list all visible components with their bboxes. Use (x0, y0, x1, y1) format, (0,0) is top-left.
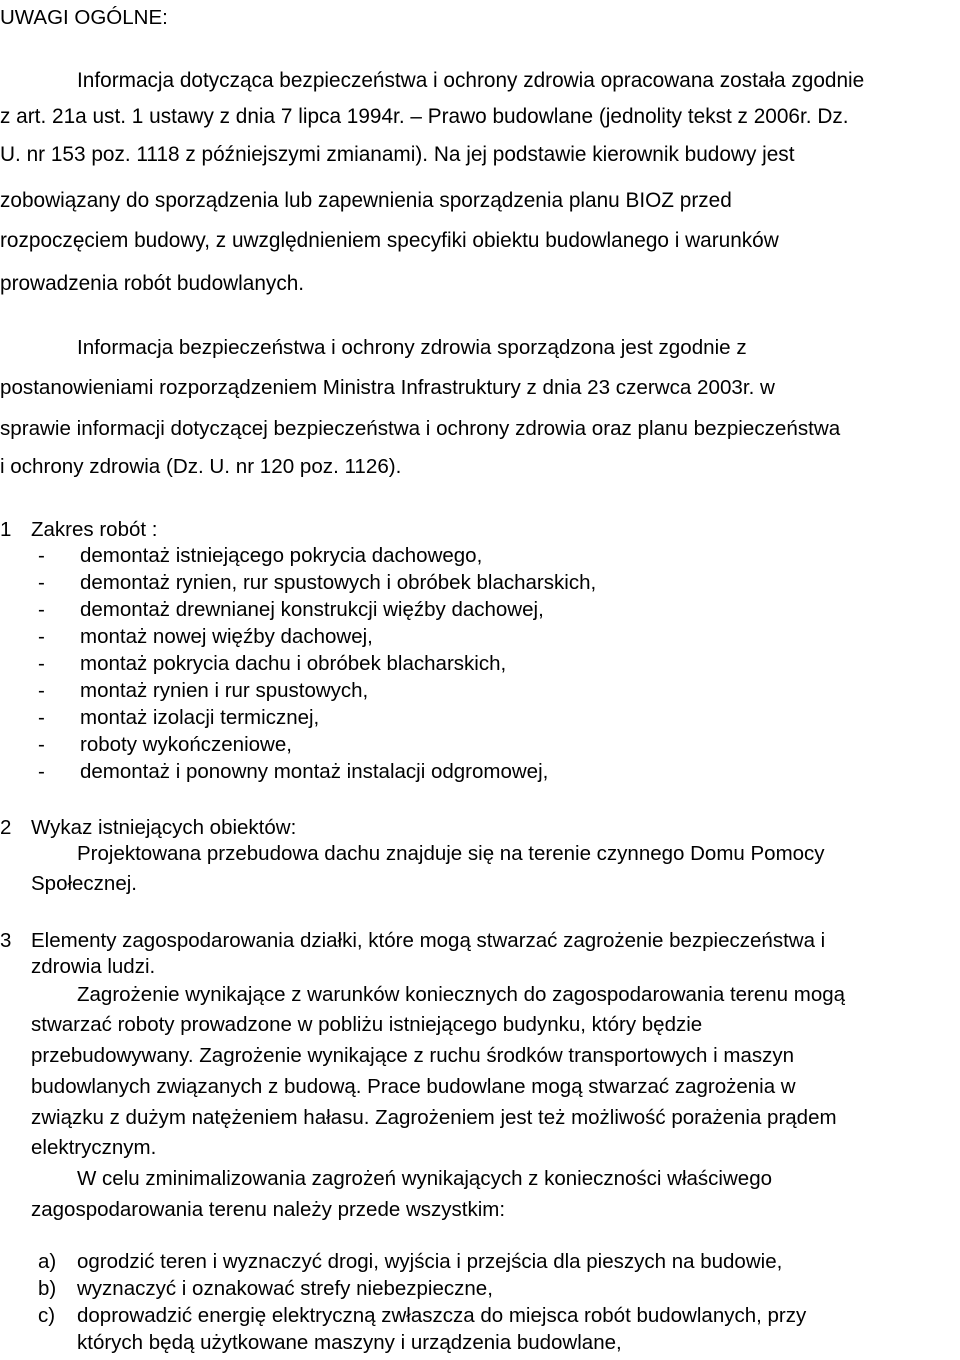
list-marker: - (38, 652, 45, 675)
list-marker: c) (38, 1304, 56, 1327)
document-heading: UWAGI OGÓLNE: (0, 6, 168, 29)
intro-line: z art. 21a ust. 1 ustawy z dnia 7 lipca 1994r. – Prawo budowlane (jednolity tekst z 2006r. Dz. (0, 105, 849, 128)
list-item: doprowadzić energię elektryczną zwłaszcza do miejsca robót budowlanych, przy (77, 1304, 807, 1327)
legal-line: postanowieniami rozporządzeniem Ministra Infrastruktury z dnia 23 czerwca 2003r. w (0, 376, 775, 399)
section-2-body-line: Projektowana przebudowa dachu znajduje się na terenie czynnego Domu Pomocy (77, 842, 825, 865)
section-3-title-line: zdrowia ludzi. (31, 955, 156, 978)
section-3-paragraph-line: związku z dużym natężeniem hałasu. Zagrożeniem jest też możliwość porażenia prądem (31, 1106, 837, 1129)
section-3-number: 3 (0, 929, 12, 952)
list-item: roboty wykończeniowe, (80, 733, 292, 756)
list-marker: b) (38, 1277, 57, 1300)
section-3-paragraph-line: Zagrożenie wynikające z warunków koniecznych do zagospodarowania terenu mogą (77, 983, 846, 1006)
section-3-paragraph-line: zagospodarowania terenu należy przede wszystkim: (31, 1198, 506, 1221)
list-item: wyznaczyć i oznakować strefy niebezpieczne, (77, 1277, 493, 1300)
list-item: montaż rynien i rur spustowych, (80, 679, 369, 702)
list-marker: - (38, 571, 45, 594)
section-1-number: 1 (0, 518, 12, 541)
section-3-paragraph-line: W celu zminimalizowania zagrożeń wynikających z konieczności właściwego (77, 1167, 772, 1190)
list-marker: - (38, 760, 45, 783)
list-item: montaż pokrycia dachu i obróbek blacharskich, (80, 652, 507, 675)
list-item: demontaż i ponowny montaż instalacji odgromowej, (80, 760, 549, 783)
legal-line: Informacja bezpieczeństwa i ochrony zdrowia sporządzona jest zgodnie z (77, 336, 747, 359)
list-item: demontaż drewnianej konstrukcji więźby dachowej, (80, 598, 544, 621)
section-3-title-line: Elementy zagospodarowania działki, które mogą stwarzać zagrożenie bezpieczeństwa i (31, 929, 826, 952)
intro-line: prowadzenia robót budowlanych. (0, 272, 305, 295)
list-item: demontaż rynien, rur spustowych i obróbek blacharskich, (80, 571, 597, 594)
list-marker: - (38, 598, 45, 621)
list-marker: - (38, 706, 45, 729)
list-item-continuation: których będą użytkowane maszyny i urządzenia budowlane, (77, 1331, 622, 1354)
section-1-title: Zakres robót : (31, 518, 158, 541)
intro-line: rozpoczęciem budowy, z uwzględnieniem specyfiki obiektu budowlanego i warunków (0, 229, 779, 252)
section-3-paragraph-line: stwarzać roboty prowadzone w pobliżu istniejącego budynku, który będzie (31, 1013, 703, 1036)
section-3-paragraph-line: elektrycznym. (31, 1136, 157, 1159)
list-marker: - (38, 679, 45, 702)
list-item: montaż izolacji termicznej, (80, 706, 320, 729)
list-marker: - (38, 625, 45, 648)
section-3-paragraph-line: budowlanych związanych z budową. Prace budowlane mogą stwarzać zagrożenia w (31, 1075, 796, 1098)
list-item: montaż nowej więźby dachowej, (80, 625, 373, 648)
list-marker: - (38, 544, 45, 567)
intro-line: zobowiązany do sporządzenia lub zapewnienia sporządzenia planu BIOZ przed (0, 189, 732, 212)
list-marker: - (38, 733, 45, 756)
list-marker: a) (38, 1250, 57, 1273)
legal-line: sprawie informacji dotyczącej bezpieczeństwa i ochrony zdrowia oraz planu bezpieczeństwa (0, 417, 841, 440)
intro-line: Informacja dotycząca bezpieczeństwa i ochrony zdrowia opracowana została zgodnie (77, 69, 865, 92)
section-2-body-line: Społecznej. (31, 872, 137, 895)
section-2-title: Wykaz istniejących obiektów: (31, 816, 297, 839)
intro-line: U. nr 153 poz. 1118 z późniejszymi zmianami). Na jej podstawie kierownik budowy jest (0, 143, 795, 166)
list-item: ogrodzić teren i wyznaczyć drogi, wyjścia i przejścia dla pieszych na budowie, (77, 1250, 783, 1273)
legal-line: i ochrony zdrowia (Dz. U. nr 120 poz. 1126). (0, 455, 402, 478)
list-item: demontaż istniejącego pokrycia dachowego, (80, 544, 483, 567)
section-2-number: 2 (0, 816, 12, 839)
section-3-paragraph-line: przebudowywany. Zagrożenie wynikające z ruchu środków transportowych i maszyn (31, 1044, 795, 1067)
